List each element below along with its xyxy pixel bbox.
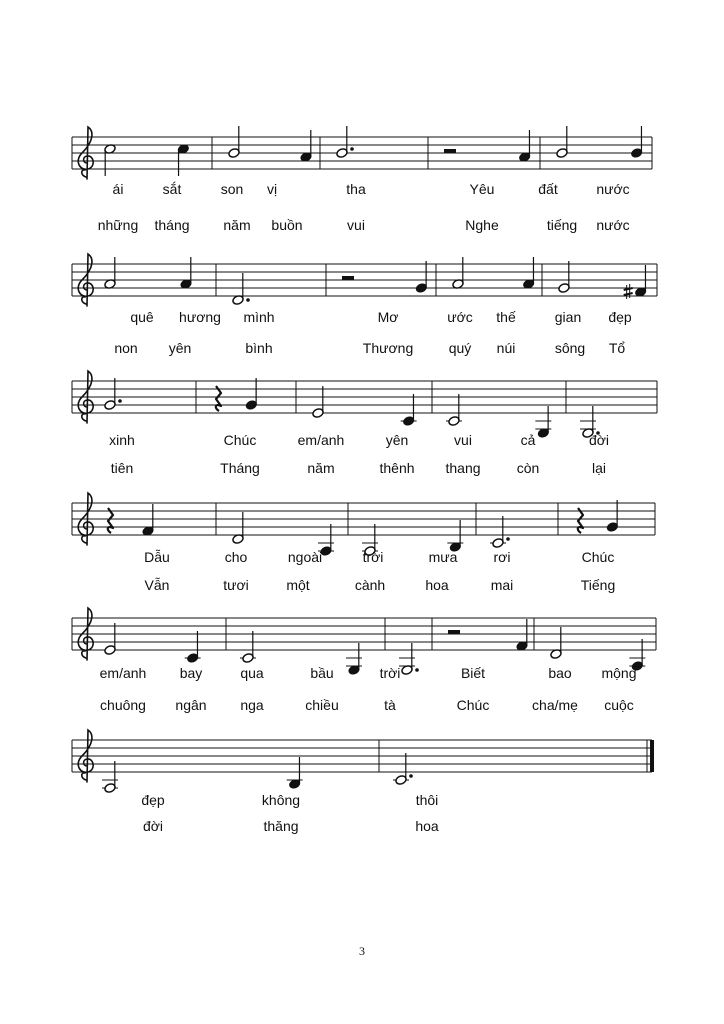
lyric-verse-2: buồn <box>271 217 303 233</box>
note <box>518 130 530 162</box>
note <box>336 126 354 158</box>
lyric-verse-2: Thương <box>362 340 414 356</box>
lyric-verse-1: tha <box>346 181 366 197</box>
lyric-verse-1: đẹp <box>141 792 165 808</box>
staff-system <box>72 730 654 793</box>
lyric-verse-1: em/anh <box>297 432 345 448</box>
lyric-verse-2: tiên <box>110 460 134 476</box>
note <box>393 753 413 785</box>
lyric-verse-1: không <box>261 792 301 808</box>
lyric-verse-1: Yêu <box>469 181 495 197</box>
sharp-icon <box>624 284 633 299</box>
lyric-verse-1: đất <box>538 181 558 197</box>
lyric-verse-1: qua <box>240 665 264 681</box>
lyric-verse-2: Nghe <box>465 217 499 233</box>
lyric-verse-1: Mơ <box>377 309 399 325</box>
note <box>104 144 116 176</box>
lyric-verse-2: cha/mẹ <box>532 697 578 713</box>
lyric-verse-1: trời <box>379 665 401 681</box>
note <box>415 261 427 293</box>
lyric-verse-2: cuộc <box>604 697 634 713</box>
lyric-verse-1: Biết <box>460 665 486 681</box>
note <box>556 126 568 158</box>
note <box>228 126 240 158</box>
staff-system <box>72 493 655 556</box>
half-rest-icon <box>342 276 354 280</box>
lyric-verse-2: mai <box>490 577 514 593</box>
lyric-verse-2: còn <box>516 460 540 476</box>
augmentation-dot <box>415 668 419 672</box>
note <box>232 273 250 305</box>
lyric-verse-2: tháng <box>154 217 190 233</box>
note <box>104 257 116 289</box>
note <box>232 512 244 544</box>
note <box>185 631 201 663</box>
augmentation-dot <box>506 537 510 541</box>
note <box>180 257 192 289</box>
lyric-verse-2: tà <box>384 697 396 713</box>
lyric-verse-2: năm <box>307 460 335 476</box>
lyric-verse-2: nga <box>240 697 264 713</box>
staff-system <box>72 254 657 306</box>
lyric-verse-2: Chúc <box>456 697 490 713</box>
note <box>630 126 642 158</box>
note <box>142 504 154 536</box>
staff-system <box>72 126 652 179</box>
lyric-verse-2: chiều <box>305 697 339 713</box>
lyric-verse-2: tiếng <box>546 217 578 233</box>
lyric-verse-1: đẹp <box>608 309 632 325</box>
lyric-verse-2: lại <box>591 460 607 476</box>
lyric-verse-1: đời <box>588 432 610 448</box>
note <box>606 500 618 532</box>
lyric-verse-1: thế <box>496 309 516 325</box>
note <box>287 757 303 789</box>
lyric-verse-1: cả <box>520 432 536 448</box>
lyric-verse-2: những <box>97 217 139 233</box>
lyric-verse-2: bình <box>245 340 273 356</box>
augmentation-dot <box>350 147 354 151</box>
lyric-verse-2: hoa <box>425 577 449 593</box>
note <box>535 406 551 438</box>
note <box>312 386 324 418</box>
note <box>401 394 417 426</box>
note <box>399 643 419 675</box>
note <box>102 761 118 793</box>
quarter-rest-icon <box>108 508 113 533</box>
lyric-verse-1: mộng <box>601 665 637 681</box>
note <box>550 627 562 659</box>
lyric-verse-2: thăng <box>263 818 299 834</box>
lyric-verse-1: Dẫu <box>144 549 170 565</box>
lyric-verse-1: xinh <box>109 432 135 448</box>
lyric-verse-1: bao <box>548 665 572 681</box>
page-number: 3 <box>359 944 365 958</box>
lyric-verse-2: thang <box>445 460 481 476</box>
quarter-rest-icon <box>216 386 221 411</box>
lyric-verse-2: Tháng <box>220 460 260 476</box>
note <box>558 261 570 293</box>
lyric-verse-2: ngân <box>175 697 207 713</box>
lyric-verse-1: vui <box>454 432 472 448</box>
lyric-verse-2: thênh <box>379 460 415 476</box>
lyric-verse-2: năm <box>223 217 251 233</box>
lyric-verse-2: một <box>286 577 310 593</box>
note <box>177 144 189 176</box>
note <box>490 516 510 548</box>
note <box>104 378 122 410</box>
lyric-verse-2: non <box>114 340 138 356</box>
note <box>346 643 362 675</box>
lyric-verse-2: Tổ <box>608 340 626 356</box>
note <box>624 265 647 299</box>
lyric-verse-1: trời <box>362 549 384 565</box>
note <box>522 257 534 289</box>
lyric-verse-1: son <box>220 181 244 197</box>
augmentation-dot <box>246 298 250 302</box>
lyric-verse-2: yên <box>168 340 192 356</box>
note <box>300 130 312 162</box>
lyric-verse-1: bầu <box>310 665 334 681</box>
lyric-verse-1: ước <box>447 309 473 325</box>
note <box>446 394 462 426</box>
lyric-verse-2: Vẫn <box>144 577 170 593</box>
lyric-verse-2: vui <box>347 217 365 233</box>
lyric-verse-2: núi <box>496 340 516 356</box>
lyric-verse-2: cành <box>354 577 386 593</box>
lyric-verse-1: Chúc <box>581 549 615 565</box>
augmentation-dot <box>409 774 413 778</box>
lyric-verse-2: chuông <box>100 697 146 713</box>
lyric-verse-1: quê <box>130 309 154 325</box>
lyric-verse-1: sắt <box>162 181 182 197</box>
note <box>245 378 257 410</box>
lyric-verse-2: quý <box>448 340 472 356</box>
note <box>516 619 528 651</box>
lyric-verse-1: vị <box>266 181 278 197</box>
lyric-verse-1: Chúc <box>223 432 257 448</box>
lyric-verse-2: Tiếng <box>580 577 616 593</box>
half-rest-icon <box>448 630 460 634</box>
lyric-verse-1: bay <box>179 665 203 681</box>
note <box>104 623 116 655</box>
lyric-verse-1: nước <box>596 181 630 197</box>
staff-system <box>72 371 657 438</box>
note <box>447 520 463 552</box>
lyric-verse-1: thôi <box>415 792 439 808</box>
lyric-verse-1: ngoài <box>287 549 323 565</box>
lyric-verse-1: gian <box>554 309 582 325</box>
note <box>240 631 256 663</box>
lyric-verse-1: mình <box>243 309 275 325</box>
final-barline <box>650 740 654 772</box>
quarter-rest-icon <box>578 508 583 533</box>
lyric-verse-2: sông <box>554 340 586 356</box>
lyric-verse-2: nước <box>596 217 630 233</box>
half-rest-icon <box>444 149 456 153</box>
lyric-verse-1: rơi <box>493 549 511 565</box>
lyric-verse-1: ái <box>112 181 124 197</box>
lyric-verse-1: cho <box>224 549 248 565</box>
augmentation-dot <box>118 399 122 403</box>
lyric-verse-2: hoa <box>415 818 439 834</box>
lyric-verse-1: yên <box>385 432 409 448</box>
lyric-verse-1: mưa <box>428 549 458 565</box>
lyric-verse-2: tươi <box>223 577 249 593</box>
lyric-verse-2: đời <box>142 818 164 834</box>
lyric-verse-1: hương <box>179 309 221 325</box>
sharp-bar <box>624 293 633 295</box>
lyric-verse-1: em/anh <box>99 665 147 681</box>
note <box>452 257 464 289</box>
